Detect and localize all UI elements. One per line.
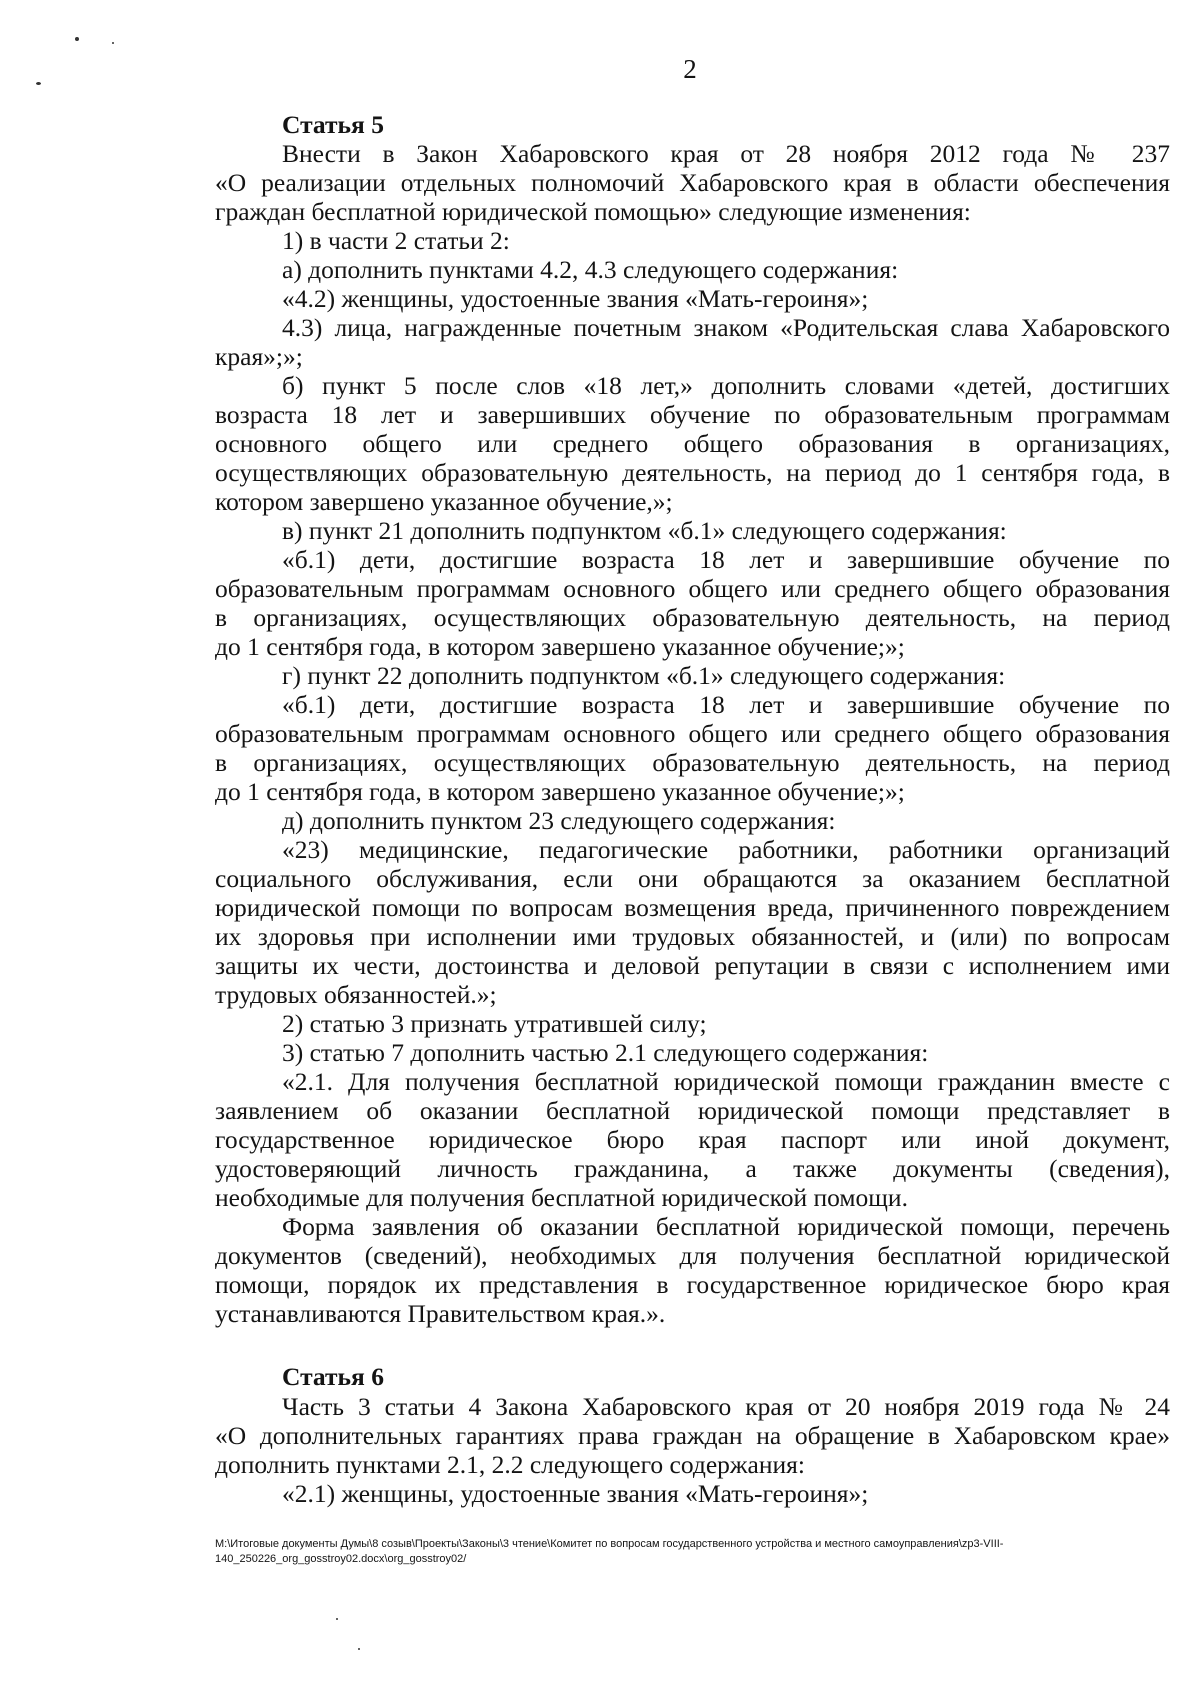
scan-speck <box>358 1648 360 1650</box>
scan-speck <box>75 37 79 41</box>
paragraph-line: возраста 18 лет и завершивших обучение по образовательным программам <box>215 400 1170 429</box>
scan-speck <box>112 42 114 44</box>
paragraph-line: края»;»; <box>215 342 303 371</box>
paragraph-line: в организациях, осуществляющих образовательную деятельность, на период <box>215 748 1170 777</box>
paragraph-line: Внести в Закон Хабаровского края от 28 ноября 2012 года № 237 <box>282 139 1170 168</box>
paragraph-line: б) пункт 5 после слов «18 лет,» дополнить словами «детей, достигших <box>282 371 1170 400</box>
paragraph-line: в) пункт 21 дополнить подпунктом «б.1» следующего содержания: <box>282 516 1007 545</box>
paragraph-line: 1) в части 2 статьи 2: <box>282 226 510 255</box>
paragraph-line: «О реализации отдельных полномочий Хабаровского края в области обеспечения <box>215 168 1170 197</box>
paragraph-line: «2.1) женщины, удостоенные звания «Мать-героиня»; <box>282 1479 869 1508</box>
footer-file-path: 140_250226_org_gosstroy02.docx\org_gosstroy02/ <box>215 1553 467 1565</box>
paragraph-line: 2) статью 3 признать утратившей силу; <box>282 1009 707 1038</box>
paragraph-line: юридической помощи по вопросам возмещения вреда, причиненного повреждением <box>215 893 1170 922</box>
paragraph-line: необходимые для получения бесплатной юридической помощи. <box>215 1183 908 1212</box>
paragraph-line: «2.1. Для получения бесплатной юридической помощи гражданин вместе с <box>282 1067 1170 1096</box>
paragraph-line: государственное юридическое бюро края паспорт или иной документ, <box>215 1125 1170 1154</box>
paragraph-line: дополнить пунктами 2.1, 2.2 следующего содержания: <box>215 1450 805 1479</box>
paragraph-line: защиты их чести, достоинства и деловой репутации в связи с исполнением ими <box>215 951 1170 980</box>
paragraph-line: социального обслуживания, если они обращаются за оказанием бесплатной <box>215 864 1170 893</box>
footer-file-path: M:\Итоговые документы Думы\8 созыв\Проекты\Законы\3 чтение\Комитет по вопросам государственного устройства и местного самоуправления\zp3-VIII- <box>215 1538 1004 1550</box>
paragraph-line: 3) статью 7 дополнить частью 2.1 следующего содержания: <box>282 1038 929 1067</box>
paragraph-line: до 1 сентября года, в котором завершено указанное обучение;»; <box>215 632 905 661</box>
paragraph-line: удостоверяющий личность гражданина, а также документы (сведения), <box>215 1154 1170 1183</box>
paragraph-line: «б.1) дети, достигшие возраста 18 лет и завершившие обучение по <box>282 690 1170 719</box>
paragraph-line: д) дополнить пунктом 23 следующего содержания: <box>282 806 836 835</box>
paragraph-line: а) дополнить пунктами 4.2, 4.3 следующего содержания: <box>282 255 899 284</box>
paragraph-line: образовательным программам основного общего или среднего общего образования <box>215 574 1170 603</box>
article-6-heading: Статья 6 <box>282 1362 384 1391</box>
paragraph-line: «О дополнительных гарантиях права граждан на обращение в Хабаровском крае» <box>215 1421 1170 1450</box>
paragraph-line: трудовых обязанностей.»; <box>215 980 497 1009</box>
paragraph-line: «4.2) женщины, удостоенные звания «Мать-героиня»; <box>282 284 869 313</box>
scan-speck <box>336 1618 338 1620</box>
paragraph-line: заявлением об оказании бесплатной юридической помощи представляет в <box>215 1096 1170 1125</box>
paragraph-line: осуществляющих образовательную деятельность, на период до 1 сентября года, в <box>215 458 1170 487</box>
paragraph-line: документов (сведений), необходимых для получения бесплатной юридической <box>215 1241 1170 1270</box>
paragraph-line: основного общего или среднего общего образования в организациях, <box>215 429 1170 458</box>
page-number: 2 <box>683 54 697 84</box>
paragraph-line: до 1 сентября года, в котором завершено указанное обучение;»; <box>215 777 905 806</box>
paragraph-line: Часть 3 статьи 4 Закона Хабаровского края от 20 ноября 2019 года № 24 <box>282 1392 1170 1421</box>
paragraph-line: 4.3) лица, награжденные почетным знаком «Родительская слава Хабаровского <box>282 313 1170 342</box>
paragraph-line: в организациях, осуществляющих образовательную деятельность, на период <box>215 603 1170 632</box>
paragraph-line: Форма заявления об оказании бесплатной юридической помощи, перечень <box>282 1212 1170 1241</box>
paragraph-line: г) пункт 22 дополнить подпунктом «б.1» следующего содержания: <box>282 661 1006 690</box>
paragraph-line: «23) медицинские, педагогические работники, работники организаций <box>282 835 1170 864</box>
paragraph-line: их здоровья при исполнении ими трудовых обязанностей, и (или) по вопросам <box>215 922 1170 951</box>
paragraph-line: граждан бесплатной юридической помощью» следующие изменения: <box>215 197 971 226</box>
paragraph-line: помощи, порядок их представления в государственное юридическое бюро края <box>215 1270 1170 1299</box>
paragraph-line: «б.1) дети, достигшие возраста 18 лет и завершившие обучение по <box>282 545 1170 574</box>
paragraph-line: образовательным программам основного общего или среднего общего образования <box>215 719 1170 748</box>
article-5-heading: Статья 5 <box>282 110 384 139</box>
paragraph-line: устанавливаются Правительством края.». <box>215 1299 666 1328</box>
paragraph-line: котором завершено указанное обучение,»; <box>215 487 673 516</box>
